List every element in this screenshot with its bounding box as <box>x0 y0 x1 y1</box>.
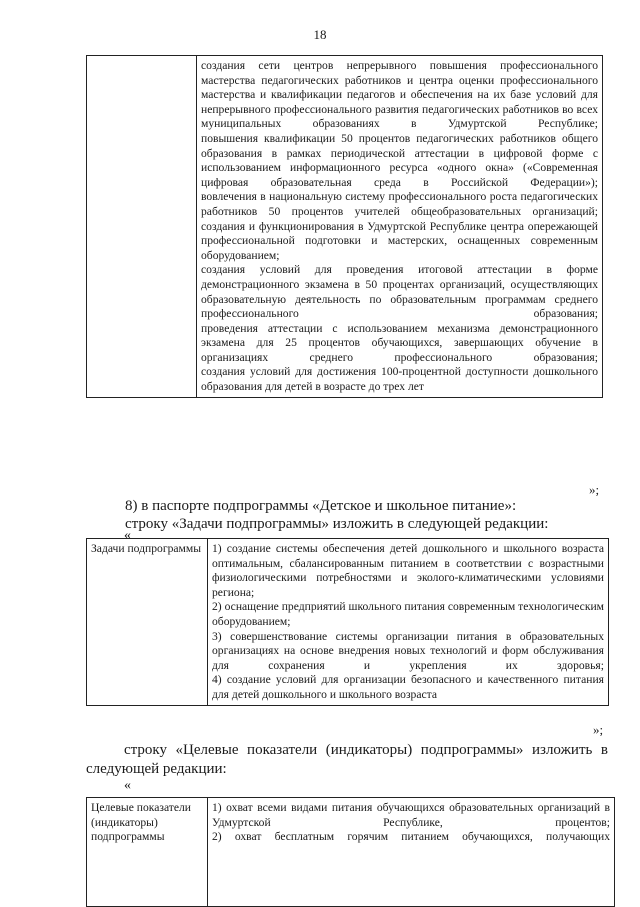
list-item: создания условий для проведения итоговой аттестации в форме демонстрационного экзамена в 50 процентах организаций, осуществляющих образовательную деятельность по образовательным программам среднего профессионального образования; <box>201 263 598 321</box>
list-item: повышения квалификации 50 процентов педагогических работников общего образования в рамках периодической аттестации в цифровой форме с использованием информационного ресурса «одного окна» («Современная цифровая образовательная среда в Российской Федерации»); <box>201 131 598 189</box>
tasks-table <box>86 538 609 706</box>
list-item: 3) совершенствование системы организации питания в образовательных организациях на основе внедрения новых технологий и форм обслуживания для сохранения и укрепления их здоровья; <box>212 629 604 672</box>
indicators-label: Целевые показатели (индикаторы) подпрограммы <box>87 798 208 907</box>
list-item: создания и функционирования в Удмуртской Республике центра опережающей профессиональной подготовки и мастерских, оснащенных современным оборудованием; <box>201 219 598 262</box>
opening-quote: « <box>124 528 131 543</box>
list-item: 1) охват всеми видами питания обучающихся образовательных организаций в Удмуртской Республике, процентов; <box>212 801 610 829</box>
list-item: 4) создание условий для организации безопасного и качественного питания для детей дошкольного и школьного возраста <box>212 673 604 701</box>
list-item: 2) оснащение предприятий школьного питания современным технологическим оборудованием; <box>212 600 604 628</box>
closing-quote: »; <box>593 722 604 737</box>
paragraph-8-sub: строку «Задачи подпрограммы» изложить в следующей редакции: <box>125 516 549 532</box>
indicators-table <box>86 797 615 907</box>
list-item: создания сети центров непрерывного повышения профессионального мастерства педагогических работников и центра оценки профессионального мастерства и квалификации педагогов и обеспечения на их базе условий для непрерывного профессионального развития педагогических работников во всех муниципальных образованиях в Удмуртской Республике; <box>201 59 598 131</box>
list-item: создания условий для достижения 100-процентной доступности дошкольного образования для детей в возрасте до трех лет <box>201 365 598 394</box>
content-cell <box>197 56 603 398</box>
paragraph-8: 8) в паспорте подпрограммы «Детское и школьное питание»: <box>125 498 517 514</box>
list-item: 2) охват бесплатным горячим питанием обучающихся, получающих <box>212 830 610 844</box>
paragraph-9: строку «Целевые показатели (индикаторы) подпрограммы» изложить в следующей редакции: <box>86 742 608 777</box>
closing-quote: »; <box>589 482 600 497</box>
empty-label-cell <box>87 56 197 398</box>
list-item: 1) создание системы обеспечения детей дошкольного и школьного возраста оптимальным, сбалансированным питанием в соответствии с возрастными физиологическими потребностями и эколого-климатическими условиями региона; <box>212 542 604 599</box>
indicators-content <box>208 798 615 907</box>
continuation-table <box>86 55 603 398</box>
tasks-label: Задачи подпрограммы <box>87 539 208 706</box>
list-item: проведения аттестации с использованием механизма демонстрационного экзамена для 25 процентов обучающихся, завершающих обучение в организациях среднего профессионального образования; <box>201 321 598 364</box>
list-item: вовлечения в национальную систему профессионального роста педагогических работников 50 процентов учителей общеобразовательных организаций; <box>201 190 598 218</box>
opening-quote: « <box>124 778 131 793</box>
tasks-content <box>208 539 609 706</box>
page-number: 18 <box>313 27 327 42</box>
